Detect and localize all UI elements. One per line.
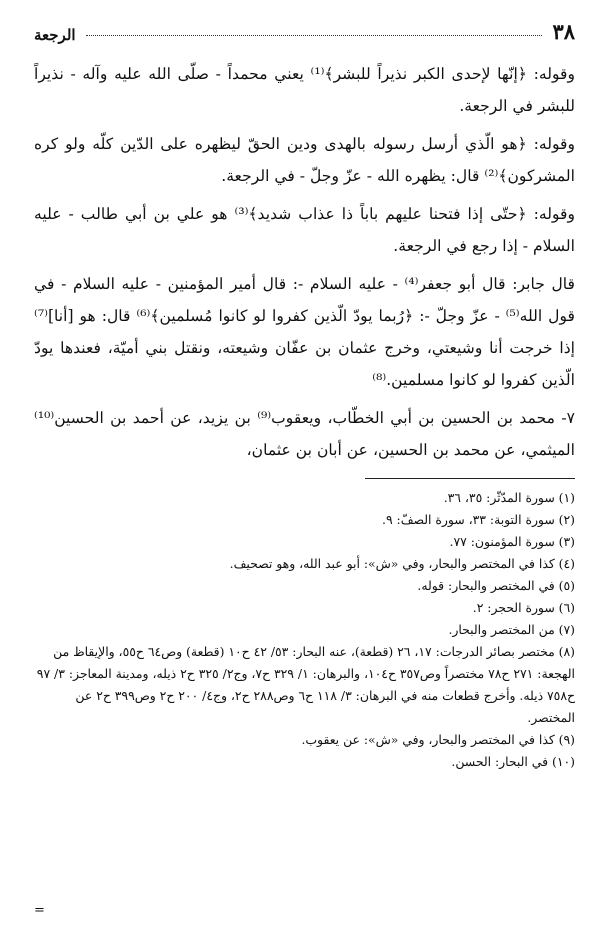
footnote: (٨) مختصر بصائر الدرجات: ١٧، ٢٦ (قطعة)، عنه البحار: ٥٣/ ٤٢ ح١٠ (قطعة) وص٦٤ ح٥٥، والإيقاظ من الهجعة: ٢٧١ ح٧٨ مختصراً وص٣٥٧ ح١٠٤، والبرهان: ١/ ٣٢٩ ح٧، وج٢/ ٣٢٥ ح٢ ذيله، ومدينة المعاجز: ٣/ ٩٧ ح٧٥٨ ذيله. وأخرج قطعات منه في البرهان: ٣/ ١١٨ ح٦ وص٢٨٨ ح٢، وج٤/ ٢٠٠ ح٢ وص٣٩٩ ح٢ عن المختصر.	[36, 644, 575, 725]
main-text	[34, 58, 575, 466]
footnote: (٤) كذا في المختصر والبحار، وفي «ش»: أبو عبد الله، وهو تصحيف.	[229, 556, 575, 571]
header-dotted-rule	[86, 35, 543, 36]
footnote-separator	[365, 478, 575, 479]
footnote: (٣) سورة المؤمنون: ٧٧.	[449, 534, 575, 549]
paragraph: قال جابر: قال أبو جعفر⁽⁴⁾ - عليه السلام -: قال أمير المؤمنين - عليه السلام - في قول الله⁽⁵⁾ - عزّ وجلّ -: ﴿رُبما يودّ الّذين كفروا لو كانوا مُسلمين﴾⁽⁶⁾ قال: هو [أنا]⁽⁷⁾ إذا خرجت أنا وشيعتي، وخرج عثمان بن عفّان وشيعته، ونقتل بني أميّة، فعندها يودّ الّذين كفروا لو كانوا مسلمين.⁽⁸⁾	[34, 275, 575, 389]
paragraph: وقوله: ﴿إنّها لإحدى الكبر نذيراً للبشر﴾⁽¹⁾ يعني محمداً - صلّى الله عليه وآله - نذيراً للبشر في الرجعة.	[34, 65, 576, 115]
running-title: الرجعة	[34, 26, 76, 44]
footnote: (٦) سورة الحجر: ٢.	[472, 600, 575, 615]
footnote: (٩) كذا في المختصر والبحار، وفي «ش»: عن يعقوب.	[301, 732, 575, 747]
paragraph: وقوله: ﴿هو الّذي أرسل رسوله بالهدى ودين الحقّ ليظهره على الدّين كلّه ولو كره المشركون﴾⁽²⁾ قال: يظهره الله - عزّ وجلّ - في الرجعة.	[34, 135, 575, 185]
footnotes	[34, 478, 575, 773]
footnote: (٥) في المختصر والبحار: قوله.	[417, 578, 575, 593]
footnote: (٧) من المختصر والبحار.	[448, 622, 575, 637]
paragraph: ٧- محمد بن الحسين بن أبي الخطّاب، ويعقوب⁽⁹⁾ بن يزيد، عن أحمد بن الحسين⁽¹⁰⁾ الميثمي، عن محمد بن الحسين، عن أبان بن عثمان،	[34, 409, 575, 459]
footer-continuation-mark: =	[34, 903, 45, 918]
page-number: ٣٨	[552, 19, 575, 44]
footnote: (١) سورة المدّثّر: ٣٥، ٣٦.	[443, 490, 575, 505]
page-header	[34, 14, 575, 44]
footnote: (١٠) في البحار: الحسن.	[451, 754, 575, 769]
footnote: (٢) سورة التوبة: ٣٣، سورة الصفّ: ٩.	[381, 512, 575, 527]
paragraph: وقوله: ﴿حتّى إذا فتحنا عليهم باباً ذا عذاب شديد﴾⁽³⁾ هو علي بن أبي طالب - عليه السلام - إذا رجع في الرجعة.	[34, 205, 575, 255]
